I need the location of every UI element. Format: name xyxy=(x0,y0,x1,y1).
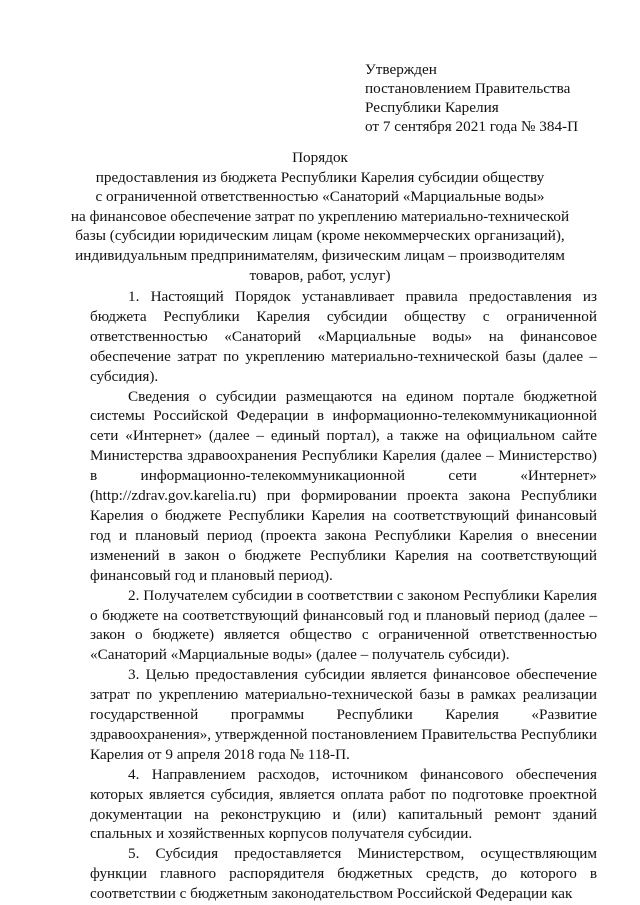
document-title: Порядок xyxy=(292,149,348,166)
approval-line: Республики Карелия xyxy=(365,99,499,116)
approval-block xyxy=(365,60,578,136)
paragraph: Сведения о субсидии размещаются на едином портале бюджетной системы Российской Федерации в информационно-телекоммуникационной сети «Интернет» (далее – единый портал), а также на официальном сайте Министерства здравоохранения Республики Карелия (далее – Министерство) в информационно-телекоммуникационной сети «Интернет» (http://zdrav.gov.karelia.ru) при формировании проекта закона Республики Карелия о бюджете Республики Карелия на соответствующий финансовый год и плановый период (проекта закона Республики Карелия о внесении изменений в закон о бюджете Республики Карелия на соответствующий финансовый год и плановый период). xyxy=(90,387,597,584)
approval-line: от 7 сентября 2021 года № 384-П xyxy=(365,118,579,135)
paragraph: 1. Настоящий Порядок устанавливает правила предоставления из бюджета Республики Карелия субсидии обществу с ограниченной ответственностью «Санаторий «Марциальные воды» на финансовое обеспечение затрат по укреплению материально-технической базы (далее – субсидия). xyxy=(90,288,597,385)
subtitle-line: на финансовое обеспечение затрат по укреплению материально-технической xyxy=(70,207,570,225)
paragraph: 5. Субсидия предоставляется Министерством, осуществляющим функции главного распорядителя бюджетных средств, до которого в соответствии с бюджетным законодательством Российской Федерации как xyxy=(90,845,597,903)
paragraph: 3. Целью предоставления субсидии является финансовое обеспечение затрат по укреплению материально-технической базы в рамках реализации государственной программы Республики Карелия «Развитие здравоохранения», утвержденной постановлением Правительства Республики Карелия от 9 апреля 2018 года № 118-П. xyxy=(90,666,597,763)
paragraph: 4. Направлением расходов, источником финансового обеспечения которых является субсидия, является оплата работ по подготовке проектной документации на реконструкцию и (или) капитальный ремонт зданий спальных и хозяйственных корпусов получателя субсидии. xyxy=(90,765,597,843)
subtitle-line: товаров, работ, услуг) xyxy=(249,266,391,284)
subtitle-line: предоставления из бюджета Республики Карелия субсидии обществу xyxy=(95,168,545,186)
subtitle-line: базы (субсидии юридическим лицам (кроме некоммерческих организаций), xyxy=(75,227,565,245)
approval-line: Утвержден xyxy=(365,61,437,78)
document-heading xyxy=(0,148,640,285)
subtitle-line: индивидуальным предпринимателям, физическим лицам – производителям xyxy=(75,246,565,264)
approval-line: постановлением Правительства xyxy=(365,80,571,97)
paragraph: 2. Получателем субсидии в соответствии с законом Республики Карелия о бюджете на соответствующий финансовый год и плановый период (далее – закон о бюджете) является общество с ограниченной ответственностью «Санаторий «Марциальные воды» (далее – получатель субсиди). xyxy=(90,586,597,664)
subtitle-line: с ограниченной ответственностью «Санаторий «Марциальные воды» xyxy=(95,188,545,206)
document-body xyxy=(90,287,597,904)
